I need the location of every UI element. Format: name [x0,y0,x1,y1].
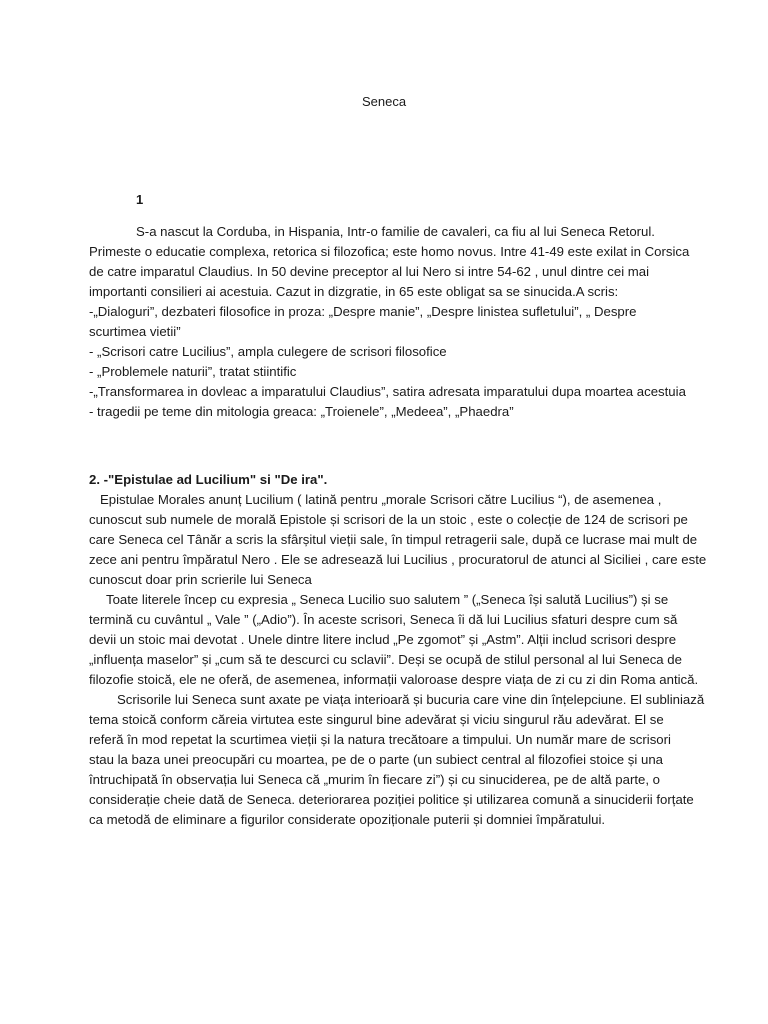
paragraph-line: considerație cheie dată de Seneca. deteriorarea poziției politice și utilizarea comună a sinuciderii forțate [89,792,694,807]
paragraph-line: termină cu cuvântul „ Vale ” („Adio”). În aceste scrisori, Seneca îi dă lui Lucilius sfaturi despre cum să [89,612,678,627]
section-1-body [89,222,689,422]
paragraph-line: filozofie stoică, ele ne oferă, de asemenea, informații valoroase despre viața de zi cu zi din Roma antică. [89,672,699,687]
list-item-scrisori: - „Scrisori catre Lucilius”, ampla culegere de scrisori filosofice [89,344,447,359]
paragraph-line: „influența maselor” și „cum să te descurci cu sclavii”. Deși se ocupă de stilul personal al lui Seneca de [89,652,682,667]
paragraph-line: întruchipată în observația lui Seneca că „murim în fiecare zi”) și cu sinuciderea, pe de altă parte, o [89,772,661,787]
list-item-transformarea: -„Transformarea in dovleac a imparatului Claudius”, satira adresata imparatului dupa moartea acestuia [89,384,686,399]
section-2-heading: 2. -"Epistulae ad Lucilium" si "De ira". [89,472,328,487]
paragraph-line: Scrisorile lui Seneca sunt axate pe viața interioară și bucuria care vine din înțelepciune. El subliniază [117,692,705,707]
list-item-tragedii: - tragedii pe teme din mitologia greaca: „Troienele”, „Medeea”, „Phaedra” [89,404,514,419]
section-2-body [89,470,707,830]
paragraph-line: Toate literele încep cu expresia „ Seneca Lucilio suo salutem ” („Seneca își salută Lucilius”) și se [106,592,669,607]
list-item-dialoguri-cont: scurtimea vietii” [89,324,181,339]
paragraph-line: cunoscut sub numele de morală Epistole și scrisori de la un stoic , este o colecție de 124 de scrisori pe [89,512,688,527]
paragraph-line: S-a nascut la Corduba, in Hispania, Intr-o familie de cavaleri, ca fiu al lui Seneca Retorul. [136,224,655,239]
paragraph-line: referă în mod repetat la scurtimea vieții și la natura trecătoare a timpului. Un număr mare de scrisori [89,732,671,747]
paragraph-line: care Seneca cel Tânăr a scris la sfârșitul vieții sale, în timpul retragerii sale, după ce lucrase mai mult de [89,532,698,547]
paragraph-line: importanti consilieri ai acestuia. Cazut in dizgratie, in 65 este obligat sa se sinucida.A scris: [89,284,619,299]
paragraph-line: tema stoică conform căreia virtutea este singurul bine adevărat și viciu singurul rău adevărat. El se [89,712,664,727]
page-title: Seneca [361,94,407,109]
paragraph-line: zece ani pentru împăratul Nero . Ele se adresează lui Lucilius , procuratorul de atunci al Siciliei , care este [89,552,707,567]
paragraph-line: Primeste o educatie complexa, retorica si filozofica; este homo novus. Intre 41-49 este exilat in Corsica [89,244,690,259]
paragraph-line: Epistulae Morales anunț Lucilium ( latină pentru „morale Scrisori către Lucilius “), de asemenea , [100,492,662,507]
list-item-dialoguri: -„Dialoguri”, dezbateri filosofice in proza: „Despre manie”, „Despre linistea sufletului”, „ Despre [89,304,637,319]
paragraph-line: ca metodă de eliminare a figurilor considerate opoziționale puterii și domniei împăratului. [89,812,606,827]
paragraph-line: stau la baza unei preocupări cu moartea, pe de o parte (un subiect central al filozofiei stoice și una [89,752,663,767]
list-item-problemele: - „Problemele naturii”, tratat stiintific [89,364,297,379]
paragraph-line: de catre imparatul Claudius. In 50 devine preceptor al lui Nero si intre 54-62 , unul dintre cei mai [89,264,650,279]
paragraph-line: devii un stoic mai devotat . Unele dintre litere includ „Pe zgomot” și „Astm”. Alții includ scrisori despre [89,632,677,647]
paragraph-line: cunoscut doar prin scrierile lui Seneca [89,572,312,587]
section-number: 1 [136,192,144,207]
